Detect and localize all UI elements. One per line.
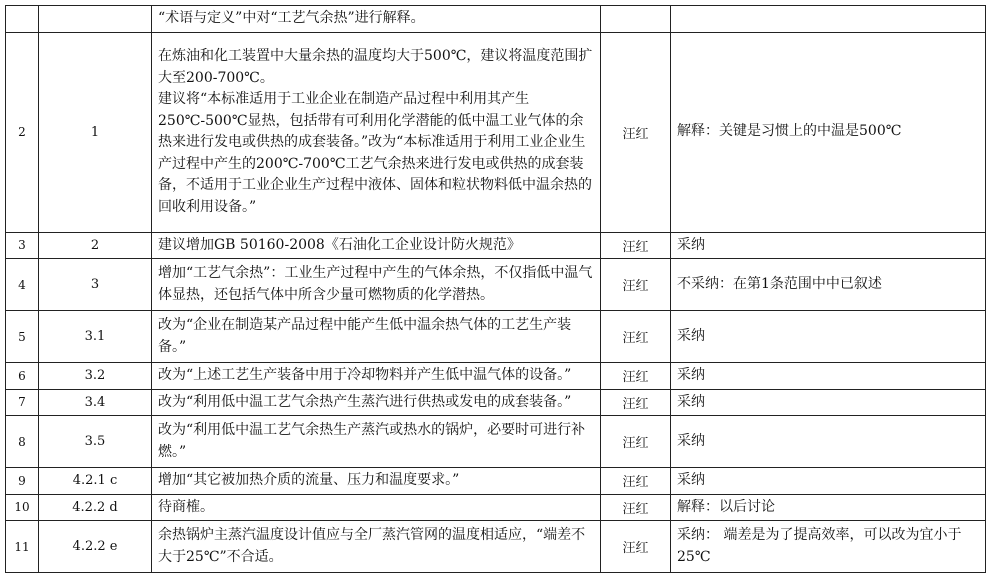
row-number-cell: 10 bbox=[6, 494, 39, 521]
table-row bbox=[6, 259, 986, 311]
row-number-cell: 7 bbox=[6, 389, 39, 416]
clause-cell: 4.2.2 e bbox=[39, 521, 152, 573]
table-row bbox=[6, 521, 986, 573]
row-number-cell: 2 bbox=[6, 32, 39, 232]
content-paragraph: 改为“利用低中温工艺气余热产生蒸汽进行供热或发电的成套装备。” bbox=[158, 393, 572, 410]
proposer-cell: 汪红 bbox=[601, 521, 671, 573]
result-cell: 采纳 bbox=[671, 311, 986, 363]
proposer-cell: 汪红 bbox=[601, 416, 671, 468]
content-cell bbox=[152, 468, 601, 495]
result-cell: 采纳 bbox=[671, 416, 986, 468]
proposer-cell: 汪红 bbox=[601, 389, 671, 416]
clause-cell: 3.4 bbox=[39, 389, 152, 416]
row-number-cell: 9 bbox=[6, 468, 39, 495]
content-paragraph: 增加“其它被加热介质的流量、压力和温度要求。” bbox=[158, 472, 460, 488]
proposer-cell bbox=[601, 6, 671, 33]
table-row bbox=[6, 232, 986, 259]
result-cell: 采纳 bbox=[671, 468, 986, 495]
comments-table bbox=[5, 5, 986, 573]
row-number-cell: 3 bbox=[6, 232, 39, 259]
clause-cell: 3.1 bbox=[39, 311, 152, 363]
row-number-cell: 4 bbox=[6, 259, 39, 311]
result-cell: 采纳： 端差是为了提高效率，可以改为宜小于25℃ bbox=[671, 521, 986, 573]
table-row bbox=[6, 416, 986, 468]
table-row bbox=[6, 494, 986, 521]
content-cell bbox=[152, 6, 601, 33]
proposer-cell: 汪红 bbox=[601, 32, 671, 232]
content-paragraph: 建议增加GB 50160-2008《石油化工企业设计防火规范》 bbox=[158, 236, 521, 253]
content-cell bbox=[152, 416, 601, 468]
table-row bbox=[6, 389, 986, 416]
content-paragraph: 建议将“本标准适用于工业企业在制造产品过程中利用其产生250℃-500℃显热，包括带有可利用化学潜能的低中温工业气体的余热来进行发电或供热的成套装备。”改为“本标准适用于利用工业企业生产过程中产生的200℃-700℃工艺气余热来进行发电或供热的成套装备，不适用于工业企业生产过程中液体、固体和粒状物料低中温余热的回收利用设备。” bbox=[158, 91, 592, 215]
clause-cell: 3.5 bbox=[39, 416, 152, 468]
proposer-cell: 汪红 bbox=[601, 494, 671, 521]
clause-cell: 4.2.1 c bbox=[39, 468, 152, 495]
result-cell: 采纳 bbox=[671, 363, 986, 390]
content-cell bbox=[152, 521, 601, 573]
clause-cell: 1 bbox=[39, 32, 152, 232]
row-number-cell: 8 bbox=[6, 416, 39, 468]
clause-cell: 3.2 bbox=[39, 363, 152, 390]
proposer-cell: 汪红 bbox=[601, 363, 671, 390]
content-cell bbox=[152, 311, 601, 363]
content-paragraph: 改为“上述工艺生产装备中用于冷却物料并产生低中温气体的设备。” bbox=[158, 367, 572, 383]
result-cell bbox=[671, 6, 986, 33]
content-paragraph: 在炼油和化工装置中大量余热的温度均大于500℃，建议将温度范围扩大至200-700℃。 bbox=[158, 48, 593, 86]
proposer-cell: 汪红 bbox=[601, 259, 671, 311]
table-row bbox=[6, 363, 986, 390]
content-paragraph: “术语与定义”中对“工艺气余热”进行解释。 bbox=[158, 10, 425, 26]
table-row bbox=[6, 32, 986, 232]
result-cell: 不采纳：在第1条范围中中已叙述 bbox=[671, 259, 986, 311]
content-paragraph: 增加“工艺气余热”：工业生产过程中产生的气体余热，不仅指低中温气体显热，还包括气体中所含少量可燃物质的化学潜热。 bbox=[158, 265, 593, 303]
content-paragraph: 余热锅炉主蒸汽温度设计值应与全厂蒸汽管网的温度相适应，“端差不大于25℃”不合适。 bbox=[158, 527, 586, 565]
table-row bbox=[6, 311, 986, 363]
content-cell bbox=[152, 259, 601, 311]
result-cell: 解释：关键是习惯上的中温是500℃ bbox=[671, 32, 986, 232]
content-paragraph: 改为“利用低中温工艺气余热生产蒸汽或热水的锅炉，必要时可进行补燃。” bbox=[158, 422, 586, 460]
content-cell bbox=[152, 32, 601, 232]
proposer-cell: 汪红 bbox=[601, 311, 671, 363]
row-number-cell: 11 bbox=[6, 521, 39, 573]
clause-cell bbox=[39, 6, 152, 33]
clause-cell: 2 bbox=[39, 232, 152, 259]
row-number-cell: 6 bbox=[6, 363, 39, 390]
table-row bbox=[6, 6, 986, 33]
content-paragraph: 改为“企业在制造某产品过程中能产生低中温余热气体的工艺生产装备。” bbox=[158, 317, 572, 355]
table-row bbox=[6, 468, 986, 495]
row-number-cell: 5 bbox=[6, 311, 39, 363]
row-number-cell bbox=[6, 6, 39, 33]
proposer-cell: 汪红 bbox=[601, 468, 671, 495]
content-cell bbox=[152, 232, 601, 259]
content-cell bbox=[152, 363, 601, 390]
clause-cell: 3 bbox=[39, 259, 152, 311]
result-cell: 采纳 bbox=[671, 232, 986, 259]
content-paragraph: 待商榷。 bbox=[158, 498, 214, 515]
result-cell: 解释：以后讨论 bbox=[671, 494, 986, 521]
content-cell bbox=[152, 494, 601, 521]
result-cell: 采纳 bbox=[671, 389, 986, 416]
content-cell bbox=[152, 389, 601, 416]
clause-cell: 4.2.2 d bbox=[39, 494, 152, 521]
proposer-cell: 汪红 bbox=[601, 232, 671, 259]
